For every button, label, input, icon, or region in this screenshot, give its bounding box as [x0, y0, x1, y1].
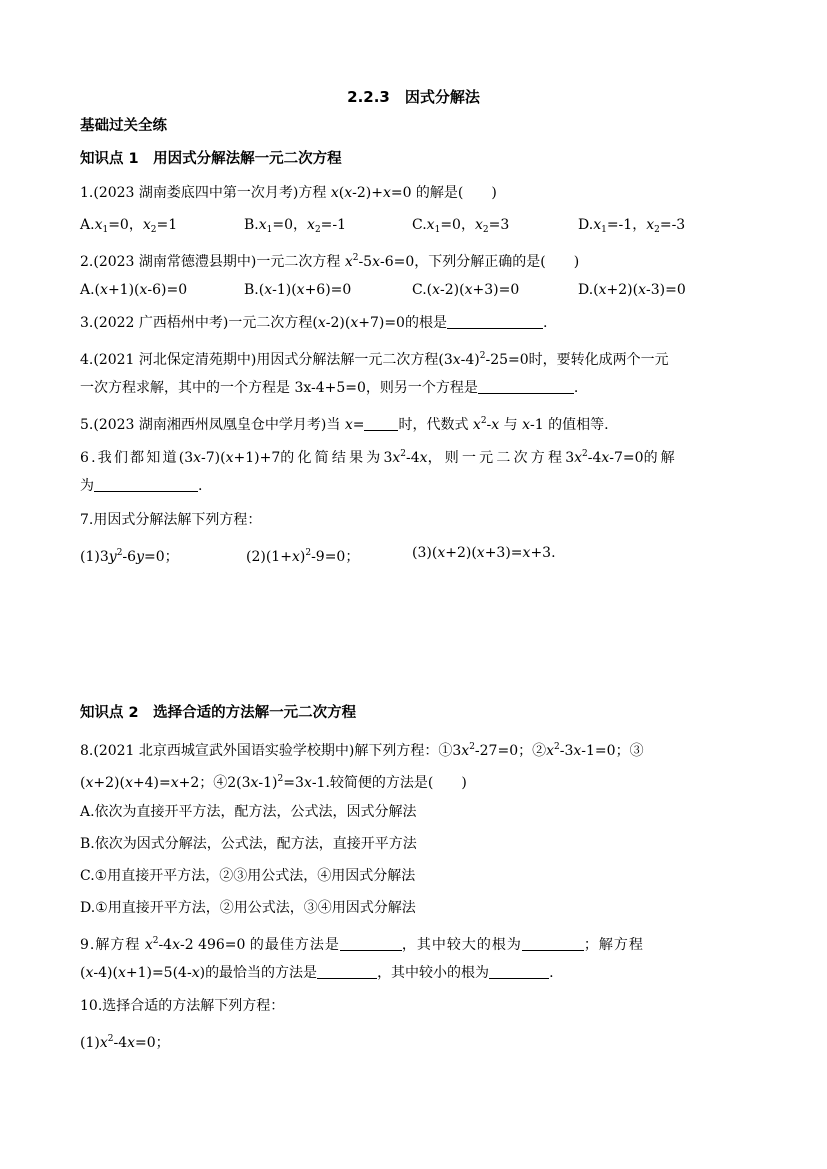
q1-option-a[interactable]: $A.x_1=0$，$x_2=1$ [80, 217, 178, 235]
question-9-line1: 9.解方程 $x^2-4x-2$ 496=0 的最佳方法是 ，其中较大的根为 ；解方程 [80, 936, 644, 953]
section-basic-heading: 基础过关全练 [80, 118, 167, 134]
q1-prefix: 1.(2023 湖南娄底四中第一次月考)方程 [80, 185, 331, 201]
q2-option-c[interactable]: C.(x-2)(x+3)=0 [412, 282, 520, 298]
q4-answer-blank[interactable] [478, 379, 574, 394]
q2-option-b[interactable]: B.(x-1)(x+6)=0 [244, 282, 352, 298]
q7-part-1: $(1)3y^2-6y=0$； [80, 548, 179, 565]
q3-answer-blank[interactable] [447, 314, 543, 329]
q2-option-d[interactable]: D.(x+2)(x-3)=0 [578, 282, 686, 298]
q9-blank-3[interactable] [317, 964, 377, 979]
question-3: 3.(2022 广西梧州中考)一元二次方程(x-2)(x+7)=0的根是 . [80, 315, 548, 331]
q1-suffix: 的解是( ) [411, 185, 497, 201]
kp1-heading: 知识点 1 用因式分解法解一元二次方程 [80, 151, 342, 167]
question-7: 7.用因式分解法解下列方程： [80, 512, 262, 528]
q1-option-c[interactable]: $C.x_1=0$，$x_2=3$ [412, 217, 510, 235]
q7-part-3: (3)(x+2)(x+3)=x+3. [412, 545, 556, 561]
q5-answer-blank[interactable] [364, 416, 398, 431]
question-4-line1: 4.(2021 河北保定清苑期中)用因式分解法解一元二次方程$(3x-4)^2-25=0$时，要转化成两个一元 [80, 351, 669, 368]
q9-blank-4[interactable] [489, 964, 549, 979]
q8-option-b[interactable]: B.依次为因式分解法，公式法，配方法，直接开平方法 [80, 836, 417, 852]
question-10: 10.选择合适的方法解下列方程： [80, 998, 285, 1014]
q10-part-1: $(1)x^2-4x=0$； [80, 1034, 170, 1051]
question-8-line2: (x+2)(x+4)=x+2；$④2(3x-1)^2=3x-1$.较简便的方法是( ) [80, 774, 467, 791]
question-4-line2: 一次方程求解，其中的一个方程是 3x-4+5=0，则另一个方程是 . [80, 380, 579, 396]
page-title: 2.2.3 因式分解法 [347, 88, 480, 106]
question-6-line1: 6.我们都知道(3x-7)(x+1)+7的化简结果为$3x^2-4x$，则一元二次方程$3x^2-4x-7=0$的解 [80, 449, 678, 466]
q2-option-a[interactable]: A.(x+1)(x-6)=0 [80, 282, 188, 298]
question-9-line2: (x-4)(x+1)=5(4-x)的最恰当的方法是 ，其中较小的根为 . [80, 965, 554, 981]
q8-option-c[interactable]: C.①用直接开平方法，②③用公式法，④用因式分解法 [80, 868, 416, 884]
question-6-line2: 为 . [80, 478, 203, 494]
q8-option-a[interactable]: A.依次为直接开平方法，配方法，公式法，因式分解法 [80, 804, 417, 820]
q9-blank-2[interactable] [522, 936, 584, 951]
q6-answer-blank[interactable] [94, 477, 198, 492]
question-5: 5.(2023 湖南湘西州凤凰皇仓中学月考)当 x= 时，代数式 $x^2-x$ 与 x-1 的值相等. [80, 416, 609, 433]
q1-option-b[interactable]: $B.x_1=0$，$x_2=-1$ [244, 217, 347, 235]
q8-option-d[interactable]: D.①用直接开平方法，②用公式法，③④用因式分解法 [80, 900, 416, 916]
q9-blank-1[interactable] [340, 936, 402, 951]
q1-option-d[interactable]: $D.x_1=-1$，$x_2=-3$ [578, 217, 686, 235]
q7-part-2: $(2)(1+x)^2-9=0$； [246, 548, 360, 565]
question-2: 2.(2023 湖南常德澧县期中)一元二次方程 $x^2-5x-6=0$，下列分解正确的是( ) [80, 253, 580, 270]
question-8-line1: 8.(2021 北京西城宣武外国语实验学校期中)解下列方程：$①3x^2-27=0$；$②x^2-3x-1=0$；③ [80, 742, 644, 759]
question-1: 1.(2023 湖南娄底四中第一次月考)方程 x(x-2)+x=0 的解是( ) [80, 185, 497, 201]
kp2-heading: 知识点 2 选择合适的方法解一元二次方程 [80, 705, 357, 721]
